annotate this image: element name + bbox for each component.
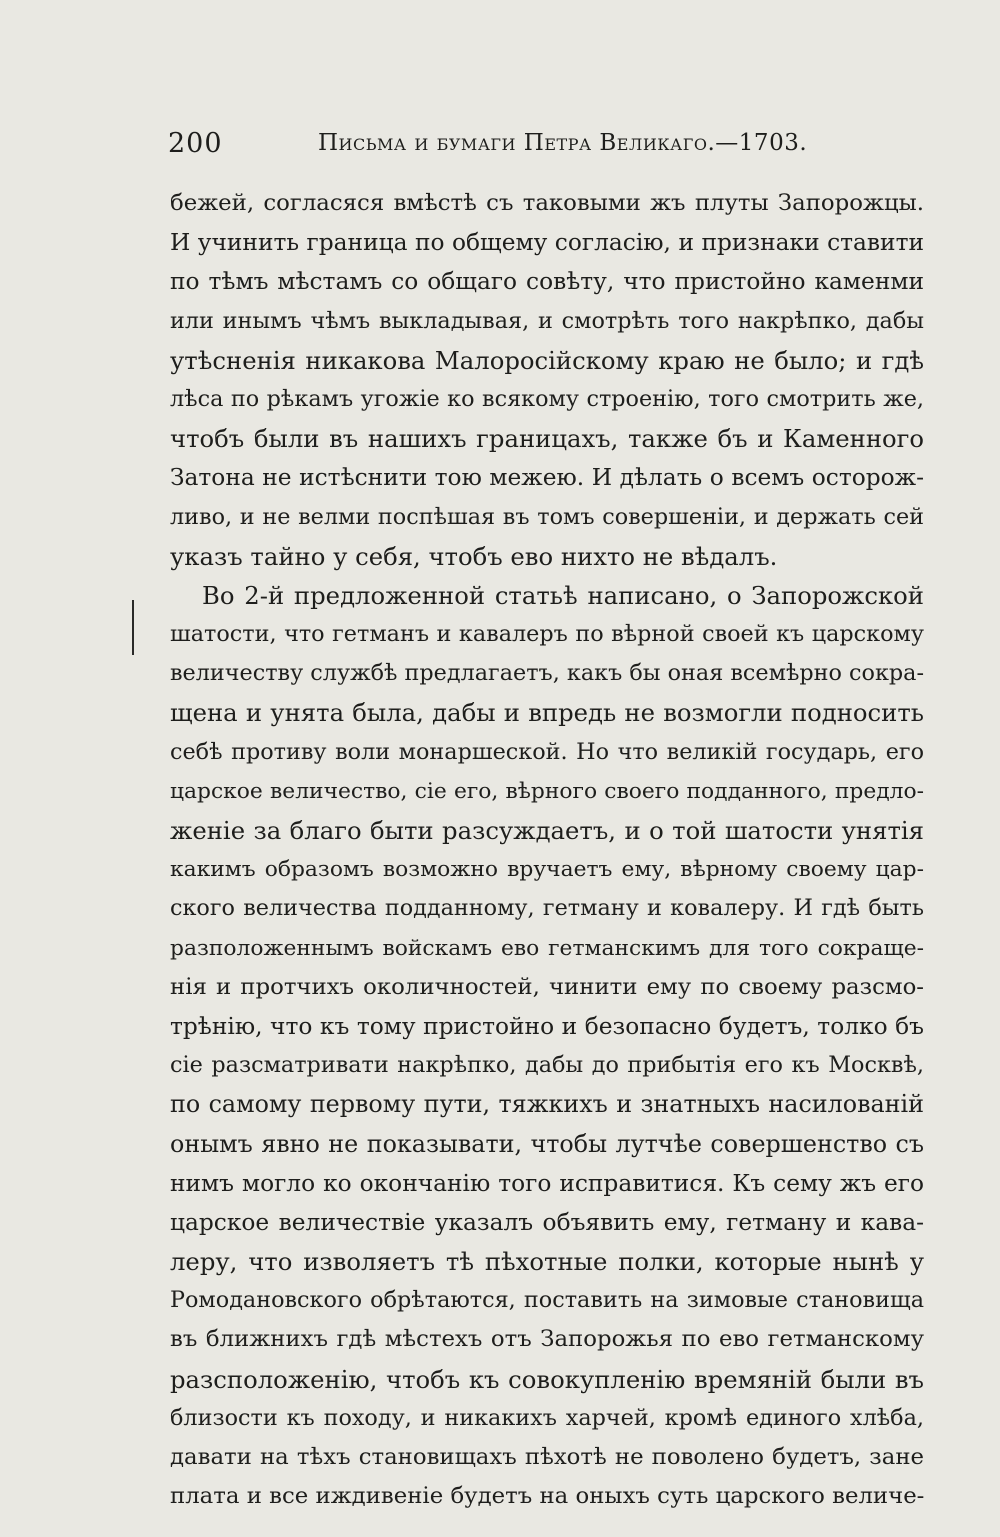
text-line: царское величество, сіе его, вѣрного своего подданного, предло- (170, 778, 924, 804)
text-line: И учинить граница по общему согласію, и признаки ставити (170, 229, 924, 257)
text-line: въ ближнихъ гдѣ мѣстехъ отъ Запорожья по ево гетманскому (170, 1326, 924, 1353)
text-line: Во 2-й предложенной статьѣ написано, о Запорожской (202, 580, 924, 610)
text-line: по самому первому пути, тяжкихъ и знатныхъ насилованій (170, 1090, 924, 1119)
text-line: ливо, и не велми поспѣшая въ томъ совершеніи, и держать сей (170, 503, 924, 530)
margin-pencil-mark (132, 600, 134, 655)
running-title: Письма и бумаги Петра Великаго.—1703. (318, 130, 808, 156)
text-line: Затона не истѣснити тою межею. И дѣлать о всемъ осторож- (170, 464, 924, 492)
text-line: давати на тѣхъ становищахъ пѣхотѣ не поволено будетъ, зане (170, 1444, 924, 1470)
text-line: лѣса по рѣкамъ угожіе ко всякому строенію, того смотрить же, (170, 385, 924, 412)
running-head (168, 128, 928, 168)
text-line: величеству службѣ предлагаетъ, какъ бы оная всемѣрно сокра- (170, 660, 924, 687)
text-line: плата и все иждивеніе будетъ на оныхъ суть царского величе- (170, 1483, 925, 1510)
text-line: или инымъ чѣмъ выкладывая, и смотрѣть того накрѣпко, дабы (170, 307, 924, 334)
text-line: Ромодановского обрѣтаются, поставить на зимовые становища (170, 1287, 924, 1314)
text-line: онымъ явно не показывати, чтобы лутчѣе совершенство съ (170, 1129, 924, 1158)
text-line: трѣнію, что къ тому пристойно и безопасно будетъ, толко бъ (170, 1012, 924, 1040)
text-line: щена и унята была, дабы и впредь не возмогли подносить (170, 698, 924, 728)
text-line: ского величества подданному, гетману и ковалеру. И гдѣ быть (170, 895, 924, 922)
text-line: какимъ образомъ возможно вручаетъ ему, вѣрному своему цар- (170, 857, 924, 883)
text-line: близости къ походу, и никакихъ харчей, кромѣ единого хлѣба, (170, 1404, 924, 1431)
text-line: сіе разсматривати накрѣпко, дабы до прибытія его къ Москвѣ, (170, 1052, 924, 1079)
text-line: шатости, что гетманъ и кавалеръ по вѣрной своей къ царскому (170, 621, 924, 648)
text-line: себѣ противу воли монаршеской. Но что великій государь, его (170, 738, 924, 765)
text-line: женіе за благо быти разсуждаетъ, и о той шатости унятія (170, 816, 924, 845)
text-line: царское величествіе указалъ объявить ему, гетману и кава- (170, 1208, 924, 1236)
text-line: указъ тайно у себя, чтобъ ево нихто не вѣдалъ. (170, 541, 778, 571)
text-line: леру, что изволяетъ тѣ пѣхотные полки, которые нынѣ у (170, 1247, 924, 1277)
text-line: по тѣмъ мѣстамъ со общаго совѣту, что пристойно каменми (170, 268, 924, 296)
body-text (170, 184, 924, 1516)
text-line: разположеннымъ войскамъ ево гетманскимъ для того сокраще- (170, 935, 924, 961)
text-line: бежей, согласяся вмѣстѣ съ таковыми жъ плуты Запорожцы. (170, 190, 924, 216)
text-line: утѣсненія никакова Малоросійскому краю не было; и гдѣ (170, 345, 924, 375)
page-number: 200 (168, 128, 223, 159)
text-line: разсположенію, чтобъ къ совокупленію времяній были въ (170, 1364, 924, 1394)
text-line: чтобъ были въ нашихъ границахъ, также бъ и Каменного (170, 424, 924, 454)
text-line: нія и протчихъ околичностей, чинити ему по своему разсмо- (170, 973, 924, 1000)
text-line: нимъ могло ко окончанію того исправитися. Къ сему жъ его (170, 1169, 924, 1197)
